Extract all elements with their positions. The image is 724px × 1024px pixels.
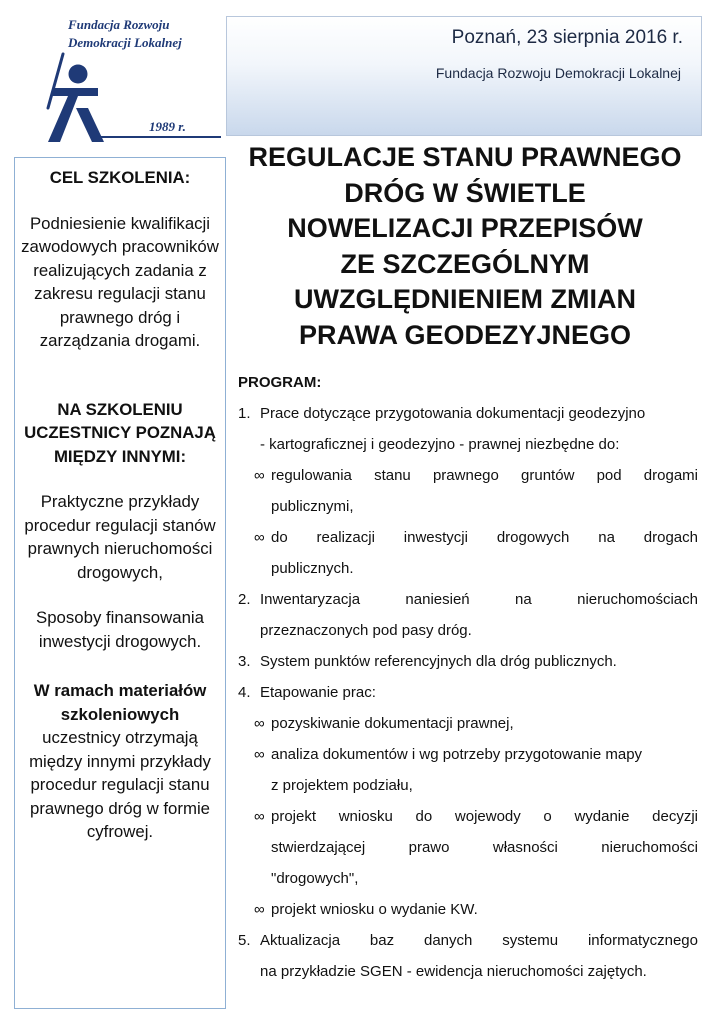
bullet-text: publicznymi, — [271, 498, 354, 515]
infinity-bullet-icon: ∞ — [254, 901, 265, 918]
title-line: REGULACJE STANU PRAWNEGO — [248, 142, 682, 172]
item-text: Etapowanie prac: — [260, 684, 376, 701]
materials-heading: W ramach materiałów szkoleniowych — [33, 681, 207, 724]
program-item-2 — [238, 584, 698, 646]
bullet-text: analiza dokumentów i wg potrzeby przygotowanie mapy — [271, 746, 643, 763]
item-text: System punktów referencyjnych dla dróg publicznych. — [260, 653, 617, 670]
program-bullet — [238, 739, 698, 801]
program-bullet — [238, 460, 698, 522]
bullet-text: pozyskiwanie dokumentacji prawnej, — [271, 715, 514, 732]
foundation-logo — [46, 14, 216, 138]
learn-heading: NA SZKOLENIU UCZESTNICY POZNAJĄ MIĘDZY INNYMI: — [24, 399, 216, 466]
learn-item-examples: Praktyczne przykłady procedur regulacji stanów prawnych nieruchomości drogowych, — [24, 492, 216, 582]
program-item-5 — [238, 925, 698, 987]
title-line: DRÓG W ŚWIETLE — [344, 177, 586, 208]
program-bullet — [238, 708, 698, 739]
materials-text: uczestnicy otrzymają między innymi przykłady procedur regulacji stanu prawnego dróg w formie cyfrowej. — [29, 728, 211, 841]
infinity-bullet-icon: ∞ — [254, 808, 265, 825]
header-box — [226, 16, 702, 136]
program-item-4 — [238, 677, 698, 708]
title-line: NOWELIZACJI PRZEPISÓW — [287, 213, 643, 243]
organization-name: Fundacja Rozwoju Demokracji Lokalnej — [435, 65, 681, 81]
logo-underline — [96, 136, 221, 138]
item-number: 5. — [238, 932, 251, 949]
title-line: PRAWA GEODEZYJNEGO — [298, 319, 632, 350]
walking-figure-icon — [46, 50, 110, 146]
sidebar-box — [14, 157, 226, 1009]
infinity-bullet-icon: ∞ — [254, 715, 265, 732]
program-bullet — [238, 801, 698, 894]
item-number: 1. — [238, 405, 251, 422]
bullet-text: regulowania stanu prawnego gruntów pod drogami — [271, 467, 698, 484]
program-item-1 — [238, 398, 698, 460]
item-text: Inwentaryzacja naniesień na nieruchomościach — [260, 591, 698, 608]
item-text: Aktualizacja baz danych systemu informatycznego — [260, 932, 698, 949]
program-label: PROGRAM: — [238, 374, 322, 391]
item-number: 2. — [238, 591, 251, 608]
goal-heading: CEL SZKOLENIA: — [49, 168, 191, 187]
bullet-text: z projektem podziału, — [271, 777, 413, 794]
item-number: 4. — [238, 684, 251, 701]
document-date: Poznań, 23 sierpnia 2016 r. — [451, 27, 683, 48]
program-item-3 — [238, 646, 698, 677]
bullet-text: projekt wniosku do wojewody o wydanie decyzji — [271, 808, 698, 825]
bullet-text: do realizacji inwestycji drogowych na drogach — [271, 529, 698, 546]
infinity-bullet-icon: ∞ — [254, 529, 265, 546]
goal-text: Podniesienie kwalifikacji zawodowych pracowników realizujących zadania z zakresu regulacji stanu prawnego dróg i zarządzania drogami. — [21, 213, 219, 350]
infinity-bullet-icon: ∞ — [254, 467, 265, 484]
item-number: 3. — [238, 653, 251, 670]
item-text: na przykładzie SGEN - ewidencja nieruchomości zajętych. — [260, 963, 647, 980]
logo-text-line1: Fundacja Rozwoju — [68, 17, 170, 32]
item-text: przeznaczonych pod pasy dróg. — [260, 622, 472, 639]
bullet-text: projekt wniosku o wydanie KW. — [271, 901, 478, 918]
logo-year: 1989 r. — [149, 119, 186, 134]
program-bullet — [238, 894, 698, 925]
title-line: ZE SZCZEGÓLNYM — [340, 248, 590, 279]
program-bullet — [238, 522, 698, 584]
infinity-bullet-icon: ∞ — [254, 746, 265, 763]
learn-item-financing: Sposoby finansowania inwestycji drogowych. — [36, 608, 204, 651]
bullet-text: stwierdzającej prawo własności nieruchomości — [271, 839, 698, 856]
title-line: UWZGLĘDNIENIEM ZMIAN — [294, 284, 636, 314]
program-section — [238, 368, 698, 987]
bullet-text: publicznych. — [271, 560, 354, 577]
page-title — [230, 140, 700, 353]
bullet-text: "drogowych", — [271, 870, 359, 887]
item-text: - kartograficznej i geodezyjno - prawnej niezbędne do: — [260, 436, 620, 453]
logo-text-line2: Demokracji Lokalnej — [68, 35, 182, 50]
item-text: Prace dotyczące przygotowania dokumentacji geodezyjno — [260, 405, 646, 422]
